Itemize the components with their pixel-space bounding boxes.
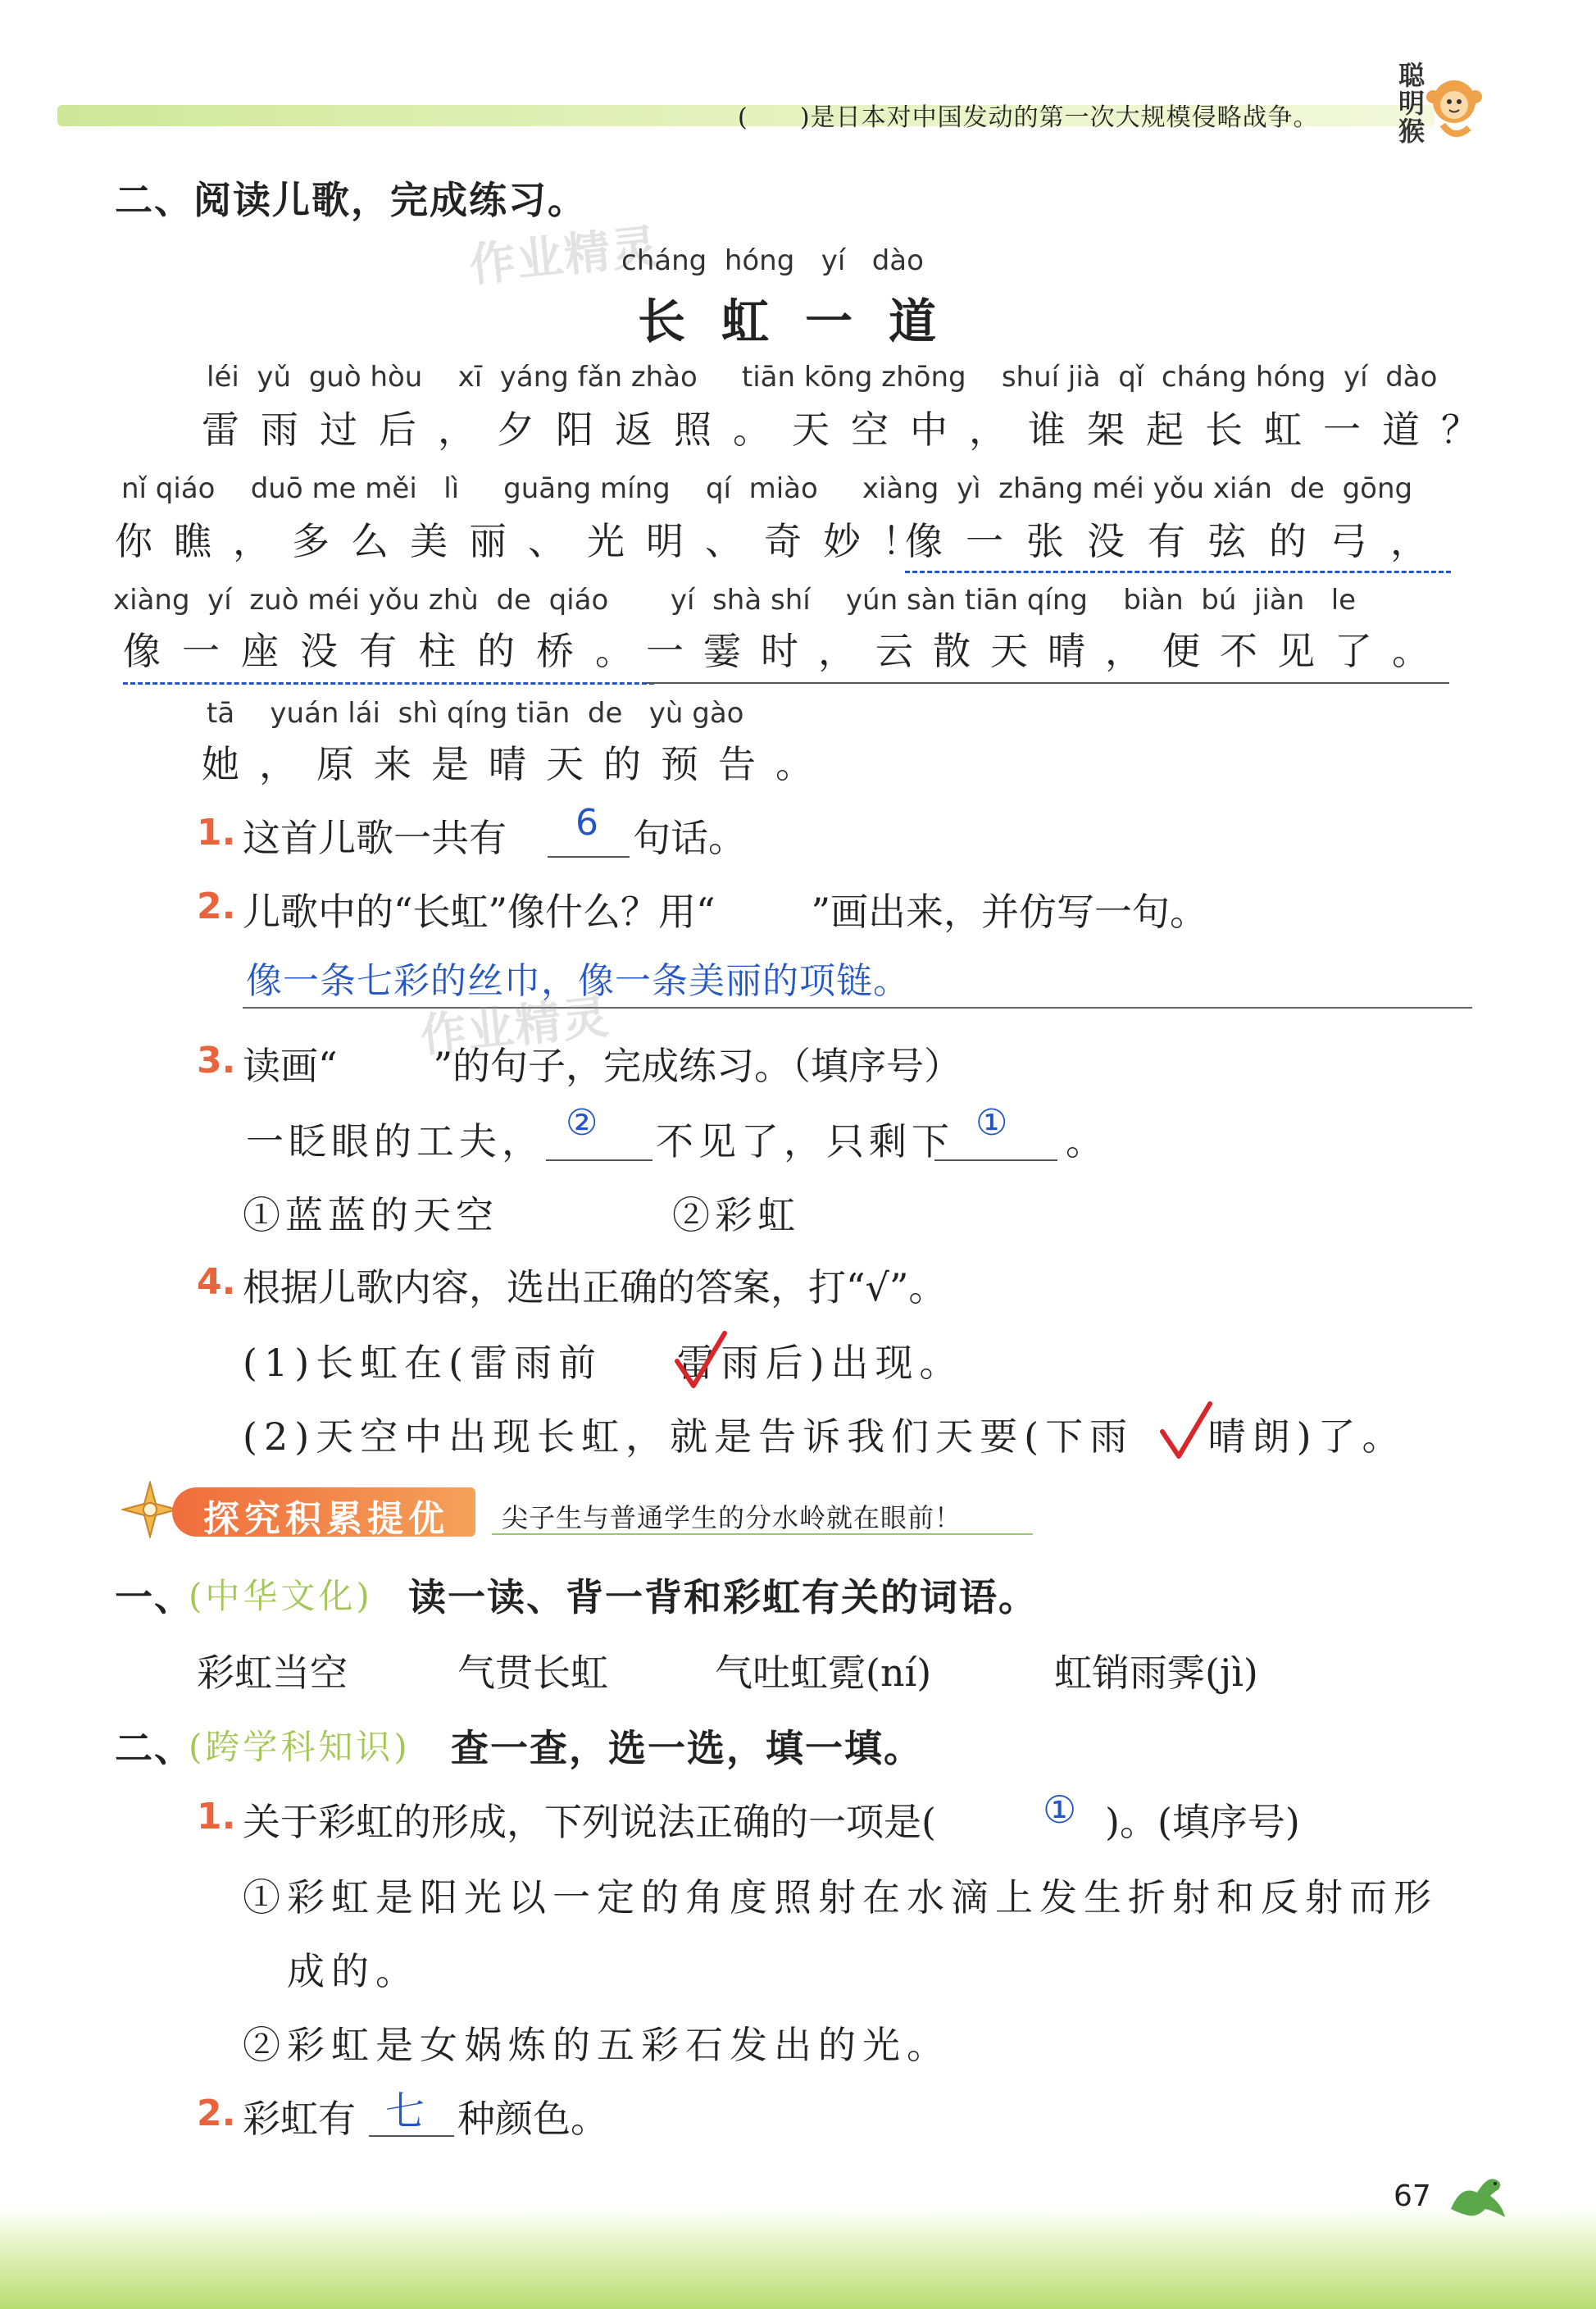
word-2: 气贯长虹 (457, 1651, 608, 1695)
extend-q2-title: 查一查，选一选，填一填。 (451, 1726, 923, 1770)
question-4-text: 根据儿歌内容，选出正确的答案，打“√”。 (243, 1265, 947, 1309)
section-title: 二、阅读儿歌，完成练习。 (115, 178, 587, 222)
extend-q2-option-1a: ①彩虹是阳光以一定的角度照射在水滴上发生折射和反射而形 (243, 1875, 1438, 1920)
question-3-answer-2: ① (975, 1102, 1008, 1144)
question-1-text: 这首儿歌一共有 (243, 816, 507, 860)
question-1-number: 1. (197, 812, 236, 854)
mascot-label: 聪明猴 (1398, 60, 1425, 147)
poem-title: 长虹一道 (638, 294, 973, 349)
extend-q2-sub2-text: 彩虹有 (243, 2097, 356, 2141)
banner-title: 探究积累提优 (203, 1498, 449, 1540)
checkmark-icon (1157, 1399, 1215, 1464)
poem-line-2a: 你瞧，多么美丽、光明、奇妙！ (115, 519, 941, 563)
extend-q2-sub2-number: 2. (197, 2093, 236, 2134)
poem-line-4: 她，原来是晴天的预告。 (202, 742, 833, 786)
dinosaur-icon (1444, 2168, 1510, 2225)
question-2-number: 2. (197, 886, 236, 927)
poem-line-2b: 像一张没有弦的弓， (905, 512, 1451, 573)
question-1-answer: 6 (575, 802, 598, 844)
footer-band (0, 2206, 1596, 2309)
question-1-suffix: 句话。 (633, 816, 746, 860)
extend-q2-sub1-text: 关于彩虹的形成，下列说法正确的一项是( (243, 1800, 936, 1844)
extend-q2-sub1-number: 1. (197, 1796, 236, 1838)
word-1: 彩虹当空 (197, 1651, 348, 1695)
extend-q1-title: 读一读、背一背和彩虹有关的词语。 (408, 1575, 1038, 1619)
extend-q2-option-1b: 成的。 (287, 1949, 420, 1993)
compass-icon (121, 1481, 179, 1538)
poem-line-3b: 一霎时，云散天晴，便不见了。 (646, 622, 1449, 684)
question-3-sub-post: 。 (1066, 1119, 1103, 1164)
extend-q2-sub2-answer: 七 (385, 2088, 425, 2134)
question-1-blank (548, 856, 630, 858)
extend-q1-prefix: 一、 (115, 1575, 193, 1619)
extend-q2-sub1-suffix: )。(填序号) (1105, 1800, 1300, 1844)
checkmark-icon (672, 1328, 730, 1394)
extend-q2-prefix: 二、 (115, 1726, 193, 1770)
question-4-sub-1: (1)长虹在(雷雨前 雷雨后)出现。 (243, 1341, 964, 1385)
word-3: 气吐虹霓(ní) (715, 1651, 932, 1695)
question-3-answer-1: ② (566, 1102, 598, 1144)
poem-line-3a: 像一座没有柱的桥。 (123, 622, 654, 685)
poem-pinyin-2: nǐ qiáo duō me měi lì guāng míng qí miào xiàng yì zhāng méi yǒu xián de gōng (121, 472, 1413, 505)
extend-q2-option-2: ②彩虹是女娲炼的五彩石发出的光。 (243, 2023, 951, 2067)
word-4: 虹销雨霁(jì) (1054, 1651, 1258, 1695)
question-2-text: 儿歌中的“长虹”像什么？用“ ”画出来，并仿写一句。 (243, 890, 1208, 934)
question-3-option-2: ②彩虹 (672, 1193, 800, 1237)
question-4-number: 4. (197, 1261, 236, 1303)
extend-q2-tag: (跨学科知识) (189, 1727, 411, 1767)
poem-title-pinyin: cháng hóng yí dào (621, 244, 924, 277)
extend-q1-tag: (中华文化) (189, 1576, 373, 1616)
header-note: ( )是日本对中国发动的第一次大规模侵略战争。 (738, 103, 1319, 132)
question-3-option-1: ①蓝蓝的天空 (243, 1193, 498, 1237)
poem-pinyin-1: léi yǔ guò hòu xī yáng fǎn zhào tiān kōng zhōng shuí jià qǐ cháng hóng yí dào (207, 361, 1438, 394)
question-3-sub-mid: 不见了，只剩下 (656, 1119, 954, 1164)
question-4-sub-2: (2)天空中出现长虹，就是告诉我们天要(下雨 晴朗)了。 (243, 1414, 1407, 1459)
poem-pinyin-4: tā yuán lái shì qíng tiān de yù gào (207, 697, 744, 730)
watermark: 作业精灵 (466, 220, 662, 293)
question-2-answer: 像一条七彩的丝巾，像一条美丽的项链。 (246, 960, 910, 1002)
poem-pinyin-3: xiàng yí zuò méi yǒu zhù de qiáo yí shà shí yún sàn tiān qíng biàn bú jiàn le (113, 584, 1357, 617)
question-3-blank-1 (546, 1159, 652, 1161)
extend-q2-sub1-answer: ① (1043, 1788, 1077, 1832)
question-3-text: 读画“ ”的句子，完成练习。（填序号） (243, 1044, 962, 1088)
banner-underline (492, 1533, 1033, 1535)
poem-line-1: 雷雨过后，夕阳返照。天空中，谁架起长虹一道？ (202, 408, 1500, 452)
watermark-2: 作业精灵 (417, 991, 613, 1063)
page-number: 67 (1394, 2179, 1431, 2213)
banner-subtitle: 尖子生与普通学生的分水岭就在眼前！ (502, 1502, 962, 1533)
question-3-number: 3. (197, 1040, 236, 1082)
question-3-sub-pre: 一眨眼的工夫， (246, 1119, 544, 1164)
extend-q2-sub2-suffix: 种颜色。 (457, 2097, 608, 2141)
question-3-blank-2 (934, 1159, 1057, 1161)
